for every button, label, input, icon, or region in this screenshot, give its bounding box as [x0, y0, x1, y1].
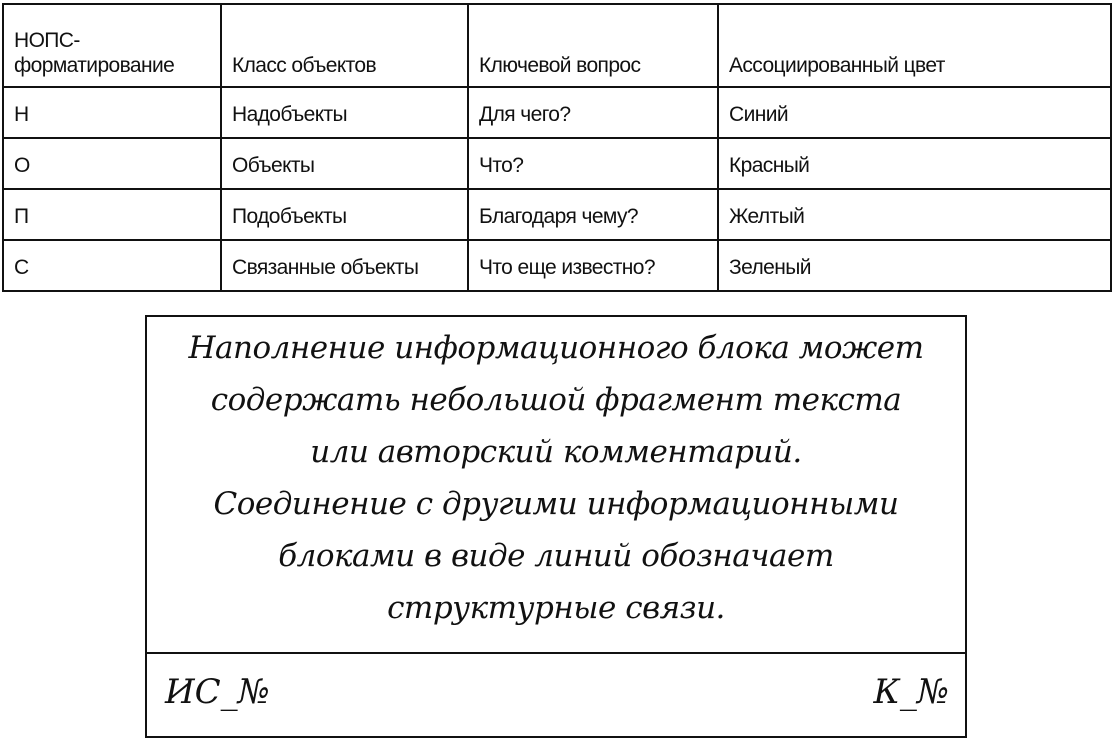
info-block	[145, 315, 967, 738]
info-block-text	[188, 322, 923, 634]
table-row	[3, 240, 1111, 291]
info-block-footer	[147, 650, 965, 736]
table-row	[3, 138, 1111, 189]
cell-key-question: Благодаря чему?	[468, 189, 718, 240]
cell-color: Синий	[718, 87, 1111, 138]
info-block-id: ИС_№	[165, 672, 270, 712]
cell-key-question: Что еще известно?	[468, 240, 718, 291]
cell-object-class: Объекты	[221, 138, 468, 189]
nops-table	[2, 3, 1112, 292]
info-line: блоками в виде линий обозначает	[278, 537, 834, 574]
info-line: Соединение с другими информационными	[213, 485, 899, 522]
cell-letter: С	[3, 240, 221, 291]
cell-object-class: Связанные объекты	[221, 240, 468, 291]
header-object-class: Класс объектов	[221, 4, 468, 87]
info-line: структурные связи.	[387, 589, 725, 626]
cell-key-question: Для чего?	[468, 87, 718, 138]
header-key-question: Ключевой вопрос	[468, 4, 718, 87]
cell-letter: Н	[3, 87, 221, 138]
cell-color: Желтый	[718, 189, 1111, 240]
info-block-body	[147, 317, 965, 654]
table-row	[3, 189, 1111, 240]
cell-letter: О	[3, 138, 221, 189]
header-nops-formatting	[3, 4, 221, 87]
cell-object-class: Подобъекты	[221, 189, 468, 240]
table-header-row	[3, 4, 1111, 87]
info-line: содержать небольшой фрагмент текста	[210, 381, 902, 418]
info-line: или авторский комментарий.	[310, 433, 802, 470]
table-row	[3, 87, 1111, 138]
header-nops-line2: форматирование	[14, 54, 175, 77]
header-nops-line1: НОПС-	[14, 29, 80, 52]
connection-id: К_№	[873, 672, 949, 712]
header-associated-color: Ассоциированный цвет	[718, 4, 1111, 87]
info-line: Наполнение информационного блока может	[188, 329, 924, 366]
cell-letter: П	[3, 189, 221, 240]
cell-key-question: Что?	[468, 138, 718, 189]
cell-object-class: Надобъекты	[221, 87, 468, 138]
cell-color: Зеленый	[718, 240, 1111, 291]
cell-color: Красный	[718, 138, 1111, 189]
